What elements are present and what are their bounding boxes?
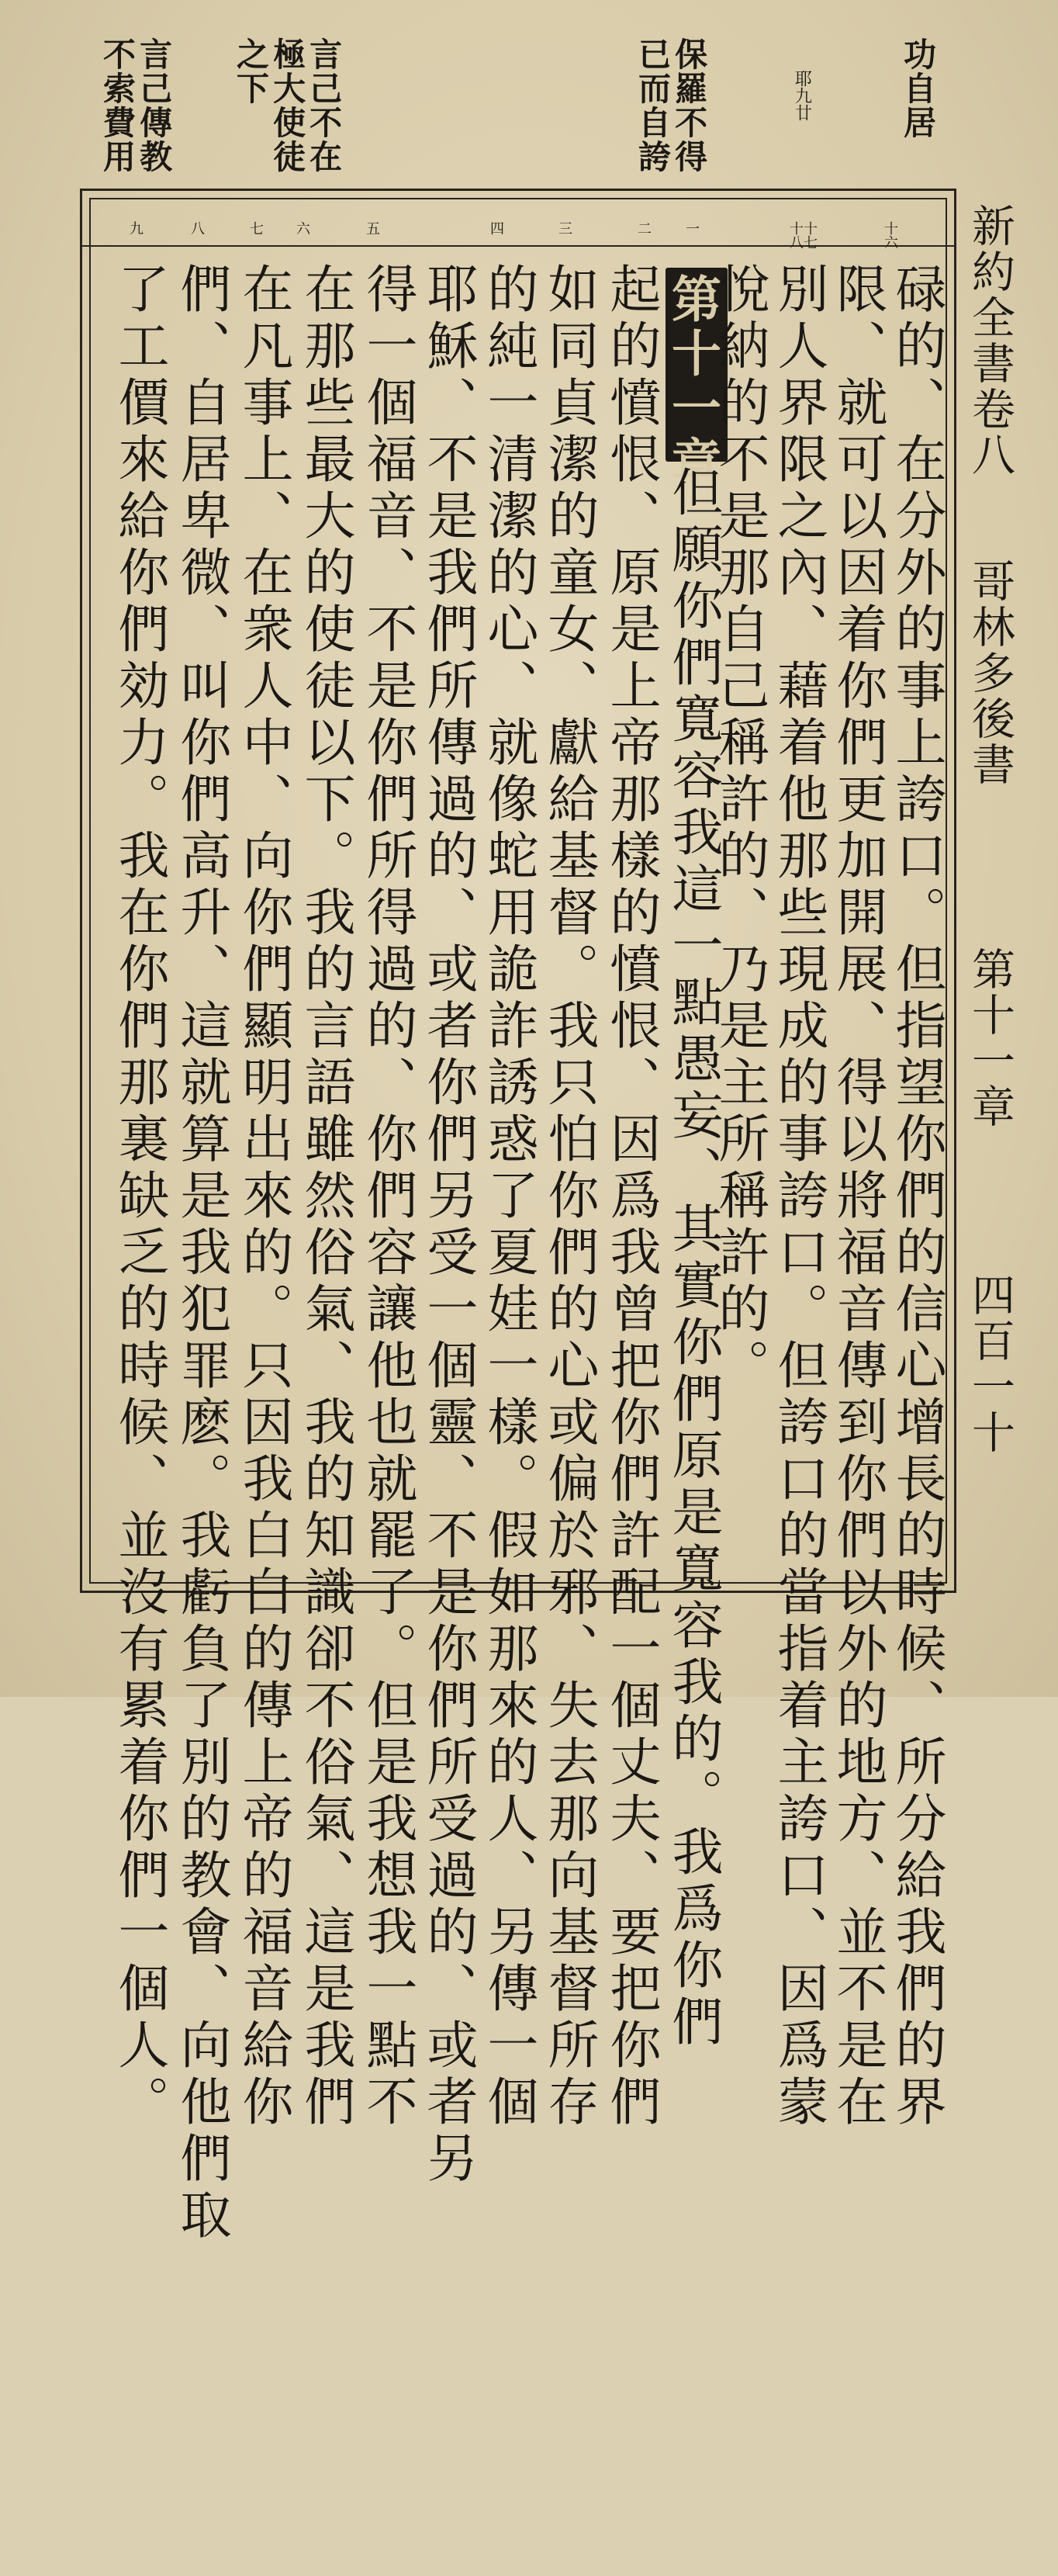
verse-number: 十七 十八 xyxy=(787,221,818,249)
text-column: 得一個福音、不是你們所得過的、你們容讓他也就罷了。但是我想我一點不 xyxy=(358,262,417,2131)
running-head-chapter: 第十一章 xyxy=(965,947,1015,1130)
verse-number: 七 xyxy=(247,221,264,235)
verse-number: 八 xyxy=(188,221,205,235)
margin-note: 言己傳教 不索費用 xyxy=(99,37,174,174)
verse-number: 一 xyxy=(683,221,700,235)
text-column: 了工價來給你們効力。我在你們那裏缺乏的時候、並沒有累着你們一個人。 xyxy=(109,262,169,2131)
margin-note: 功自居 xyxy=(899,37,938,140)
verse-number-strip xyxy=(80,200,956,247)
text-column: 們、自居卑微、叫你們高升、這就算是我犯罪麽。我虧負了別的教會、向他們取 xyxy=(171,262,231,2245)
text-column: 別人界限之內、藉着他那些現成的事誇口。但誇口的當指着主誇口、因爲蒙 xyxy=(769,262,828,2131)
verse-number: 十六 xyxy=(882,221,898,249)
text-column: 碌的、在分外的事上誇口。但指望你們的信心增長的時候、所分給我們的界 xyxy=(887,262,946,2131)
margin-note: 保羅不得 已而自誇 xyxy=(634,37,709,174)
running-head-book: 哥林多後書 xyxy=(965,559,1015,788)
verse-number: 九 xyxy=(127,221,143,235)
text-column: 如同貞潔的童女、獻給基督。我只怕你們的心或偏於邪、失去那向基督所存 xyxy=(539,262,599,2131)
text-column: 在那些最大的使徒以下。我的言語雖然俗氣、我的知識卻不俗氣、這是我們 xyxy=(296,262,355,2131)
margin-reference: 耶九廿 xyxy=(792,70,812,121)
chapter-marker: 第十一章 xyxy=(663,273,721,490)
margin-note: 言己不在 極大使徒 之下 xyxy=(232,37,344,174)
text-column: 但願你們寬容我這一點愚妄、其實你們原是寬容我的。我爲你們 xyxy=(663,466,723,2051)
verse-number: 六 xyxy=(294,221,310,235)
text-column: 耶穌、不是我們所傳過的、或者你們另受一個靈、不是你們所受過的、或者另 xyxy=(418,262,478,2188)
verse-number: 五 xyxy=(364,221,380,235)
running-head-page-number: 四百一十 xyxy=(965,1272,1015,1456)
text-column: 的純一清潔的心、就像蛇用詭詐誘惑了夏娃一樣。假如那來的人、另傳一個 xyxy=(479,262,538,2131)
text-column: 起的憤恨、原是上帝那樣的憤恨、因爲我曾把你們許配一個丈夫、要把你們 xyxy=(601,262,661,2131)
verse-number: 三 xyxy=(556,221,572,235)
text-column: 在凡事上、在衆人中、向你們顯明出來的。只因我白白的傳上帝的福音給你 xyxy=(233,262,293,2131)
text-column: 限、就可以因着你們更加開展、得以將福音傳到你們以外的地方、並不是在 xyxy=(828,262,887,2131)
running-head-title: 新約全書卷八 xyxy=(965,203,1015,478)
verse-number: 四 xyxy=(488,221,504,235)
verse-number: 二 xyxy=(635,221,652,235)
text-column: 悅納的不是那自己稱許的、乃是主所稱許的。 xyxy=(710,262,769,1395)
